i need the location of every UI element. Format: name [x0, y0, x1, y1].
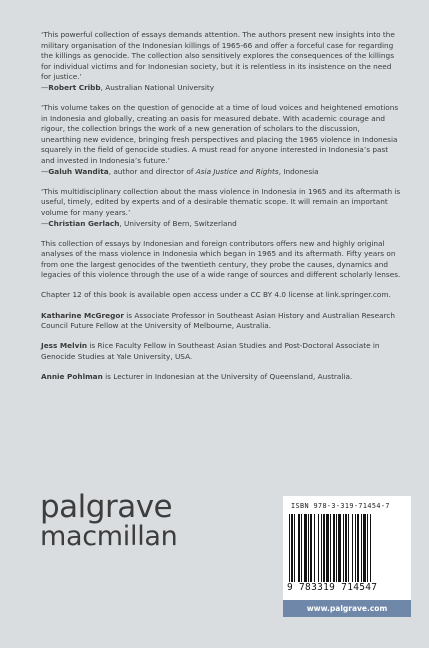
reviewer-affiliation: , author and director of [108, 166, 196, 176]
review-attribution [41, 167, 401, 178]
barcode-bar [370, 514, 371, 582]
review-attribution [41, 83, 401, 94]
open-access-note: Chapter 12 of this book is available open access under a CC BY 4.0 license at link.springer.com. [41, 290, 391, 300]
barcode-panel [283, 496, 411, 600]
review-quote: ‘This multidisciplinary collection about the mass violence in Indonesia in 1965 and its aftermath is useful, timely, edited by experts and of a desirable thematic scope. It will remain an important volume for many years.’ [41, 186, 401, 217]
publisher-logo [40, 489, 178, 552]
editor-name: Jess Melvin [41, 341, 88, 351]
reviewer-affiliation-end: , Indonesia [278, 166, 319, 176]
barcode-bar [310, 514, 312, 582]
barcode-bar [345, 514, 347, 582]
barcode-bar [355, 514, 356, 582]
dash: — [41, 218, 49, 228]
barcode-bar [330, 514, 331, 582]
editor-bio: is Rice Faculty Fellow in Southeast Asian Studies and Post-Doctoral Associate in Genocide Studies at Yale University, USA. [41, 341, 380, 361]
barcode-bar [291, 514, 293, 582]
reviewer-affiliation: , Australian National University [100, 82, 215, 92]
barcode-bar [308, 514, 309, 582]
barcode-bar [301, 514, 302, 582]
editor-name: Annie Pohlman [41, 371, 103, 381]
barcode-bar [336, 514, 337, 582]
barcode-bar [294, 514, 295, 582]
reviewer-name: Christian Gerlach [48, 218, 120, 228]
barcode-bar [314, 514, 315, 582]
review-quote: ‘This volume takes on the question of genocide at a time of loud voices and heightened emotions in Indonesia and globally, creating an oasis for measured debate. With academic courage and rigour, the collection brings the work of a new generation of scholars to the discussion, unearthing new evidence, bringing fresh perspectives and placing the 1965 violence in Indonesia squarely in the field of genocide studies. A must read for anyone interested in Indonesia’s past and invested in Indonesia’s future.’ [41, 103, 399, 166]
reviewer-name: Galuh Wandita [48, 166, 109, 176]
reviewer-name: Robert Cribb [48, 82, 101, 92]
logo-line-1: palgrave [40, 489, 173, 525]
isbn-label: ISBN 978-3-319-71454-7 [291, 502, 390, 510]
review-2 [41, 103, 401, 177]
logo-line-2: macmillan [40, 521, 178, 552]
barcode-bar [321, 514, 322, 582]
barcode-bars [289, 514, 405, 582]
review-3 [41, 187, 401, 229]
barcode-digits: 9 783319 714547 [287, 582, 378, 593]
barcode-bar [361, 514, 362, 582]
barcode-bar [357, 514, 359, 582]
barcode-bar [352, 514, 353, 582]
cover-text [41, 30, 401, 392]
barcode-bar [318, 514, 319, 582]
book-description: This collection of essays by Indonesian and foreign contributors offers new and highly original analyses of the mass violence in Indonesia which began in 1965 and its aftermath. Fifty years on from one the largest genocides of the twentieth century, they probe the causes, dynamics and legacies of this violence through the use of a wide range of sources and different scholarly lenses. [41, 238, 401, 280]
barcode-bar [348, 514, 349, 582]
editor-name: Katharine McGregor [41, 310, 124, 320]
barcode-bar [304, 514, 307, 582]
barcode-bar [323, 514, 325, 582]
dash: — [41, 82, 49, 92]
review-attribution [41, 219, 401, 230]
editor-bio-1 [41, 311, 401, 332]
barcode-bar [289, 514, 290, 582]
website-link[interactable]: www.palgrave.com [283, 600, 411, 617]
dash: — [41, 166, 49, 176]
editor-bio: is Lecturer in Indonesian at the University of Queensland, Australia. [102, 371, 353, 381]
reviewer-affiliation: , University of Bern, Switzerland [119, 218, 237, 228]
review-1 [41, 30, 401, 94]
editor-bio-3 [41, 372, 401, 383]
barcode-bar [343, 514, 344, 582]
reviewer-org: Asia Justice and Rights [195, 166, 279, 176]
review-quote: ‘This powerful collection of essays demands attention. The authors present new insights into the military organisation of the Indonesian killings of 1965-66 and offer a forceful case for regarding the killings as genocide. The collection also sensitively explores the consequences of the killings for individual victims and for Indonesian society, but it is relentless in its insistence on the need for justice.’ [41, 30, 395, 82]
barcode-bar [338, 514, 341, 582]
barcode-bar [326, 514, 329, 582]
editor-bio-2 [41, 341, 401, 362]
barcode-bar [363, 514, 366, 582]
barcode-bar [333, 514, 335, 582]
editor-bio: is Associate Professor in Southeast Asian History and Australian Research Council Future Fellow at the University of Melbourne, Australia. [41, 310, 396, 331]
barcode-bar [367, 514, 368, 582]
barcode-bar [298, 514, 300, 582]
